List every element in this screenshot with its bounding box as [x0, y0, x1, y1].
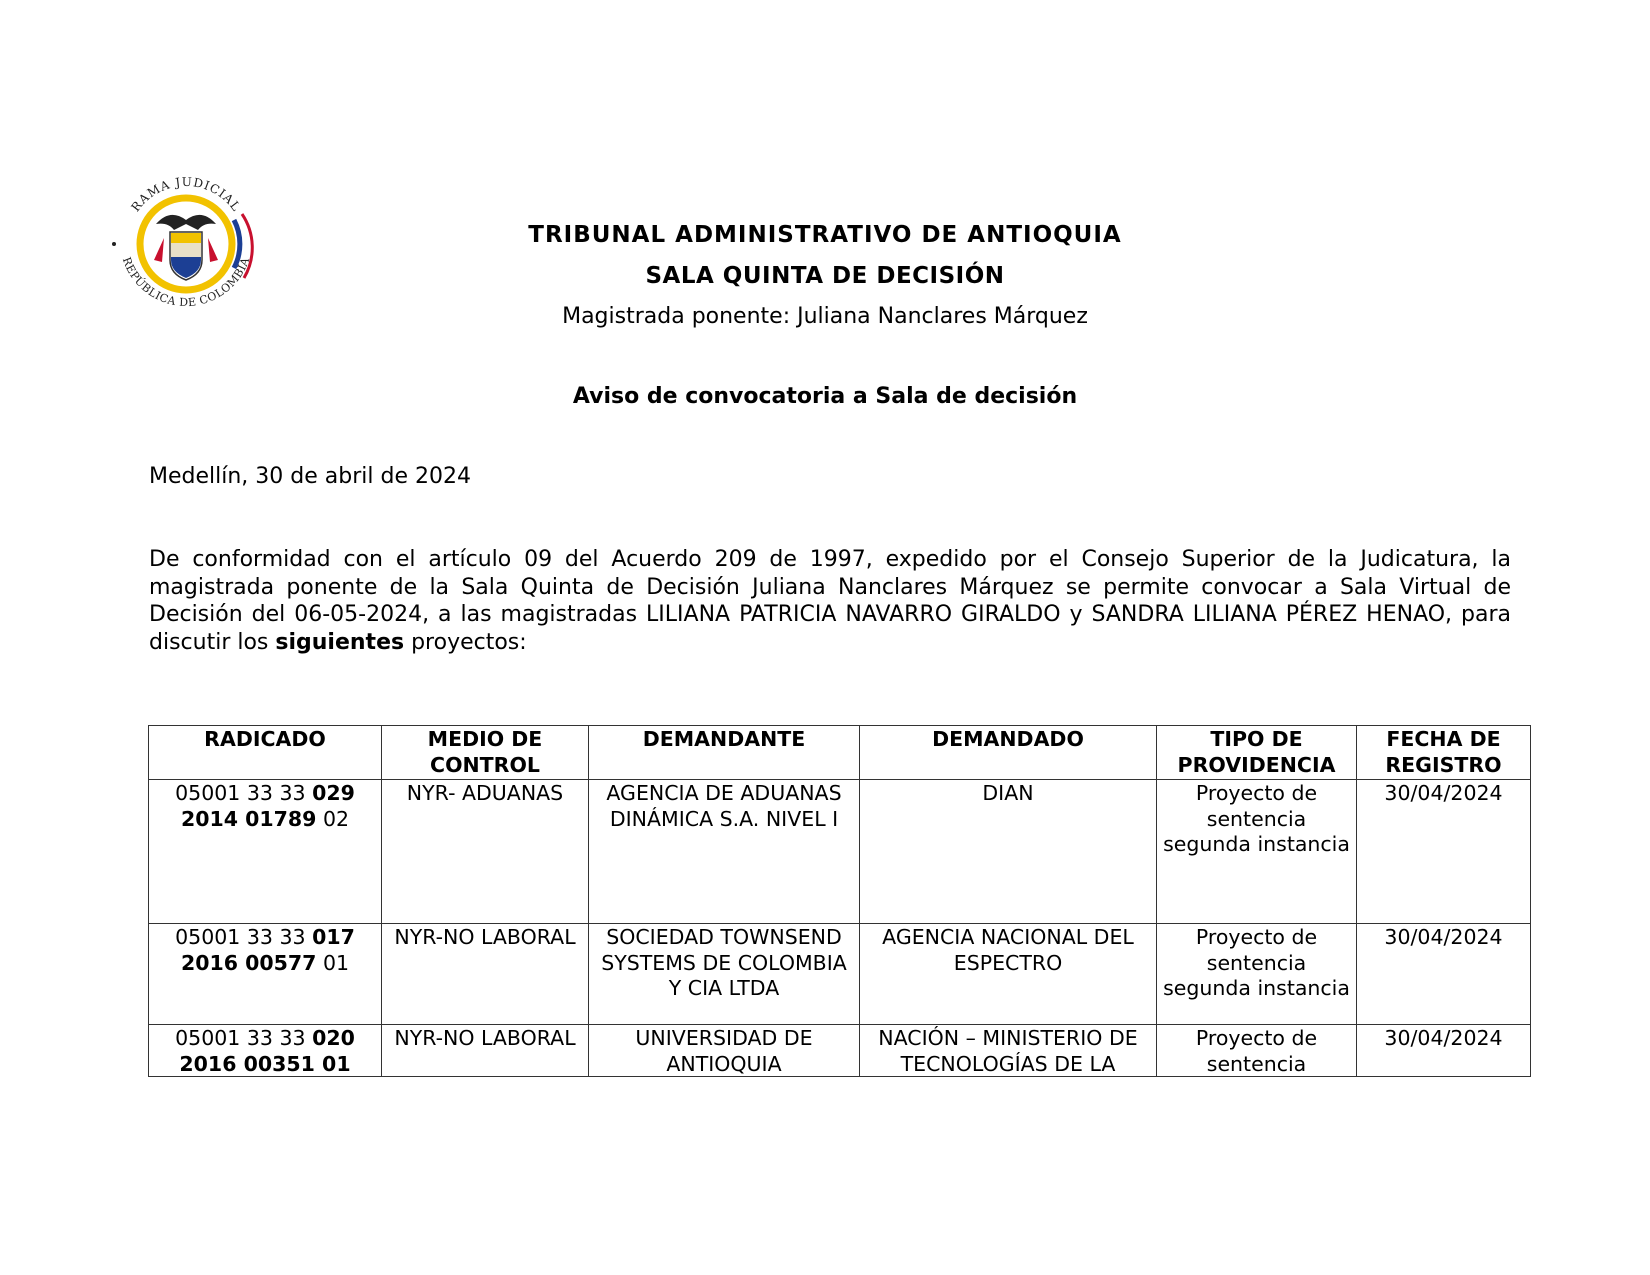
table-header-row: [149, 726, 1531, 780]
cell-fecha: 30/04/2024: [1357, 780, 1531, 924]
paragraph-text-start: De conformidad con el artículo 09 del Acuerdo 209 de 1997, expedido por el Consejo Superior de la Judicatura, la magistrada ponente de la Sala Quinta de Decisión Juliana Nanclares Márquez se permite convocar a Sala Virtual de Decisión del 06-05-2024, a las magistradas LILIANA PATRICIA NAVARRO GIRALDO y SANDRA LILIANA PÉREZ HENAO, para discutir los: [149, 547, 1511, 655]
condor-icon: [156, 215, 216, 230]
cell-demandante: SOCIEDAD TOWNSEND SYSTEMS DE COLOMBIA Y CIA LTDA: [589, 924, 860, 1025]
header-tipo-de-providencia: TIPO DE PROVIDENCIA: [1157, 726, 1357, 780]
cell-fecha-text: 30/04/2024: [1384, 1026, 1503, 1050]
cell-radicado: [149, 1025, 382, 1077]
paragraph-text-end: proyectos:: [404, 629, 527, 655]
shield-lower-field: [171, 257, 201, 278]
convocation-paragraph: [149, 546, 1511, 656]
cell-fecha: 30/04/2024: [1357, 924, 1531, 1025]
cell-demandado: [860, 1025, 1157, 1077]
cell-demandante: AGENCIA DE ADUANAS DINÁMICA S.A. NIVEL I: [589, 780, 860, 924]
cell-medio: NYR-NO LABORAL: [382, 924, 589, 1025]
flags-left-icon: [154, 238, 164, 262]
magistrada-ponente-line: Magistrada ponente: Juliana Nanclares Márquez: [562, 304, 1088, 329]
radicado-bold: 029 2014 01789: [180, 781, 355, 831]
header-fecha-de-registro: FECHA DE REGISTRO: [1357, 726, 1531, 780]
cell-tipo: Proyecto de sentencia segunda instancia: [1157, 924, 1357, 1025]
paragraph-bold-word: siguientes: [275, 629, 405, 655]
date-line: Medellín, 30 de abril de 2024: [149, 464, 471, 489]
header-demandante: DEMANDANTE: [589, 726, 860, 780]
cell-fecha: [1357, 1025, 1531, 1077]
header-radicado: RADICADO: [149, 726, 382, 780]
radicado-bold: 017 2016 00577: [180, 925, 355, 975]
header-medio-de-control: MEDIO DE CONTROL: [382, 726, 589, 780]
table-row: [149, 1025, 1531, 1077]
cell-demandado: DIAN: [860, 780, 1157, 924]
radicado-prefix: 05001 33 33: [175, 781, 313, 805]
cell-tipo: Proyecto de sentencia segunda instancia: [1157, 780, 1357, 924]
seal-bottom-text: REPÚBLICA DE COLOMBIA: [119, 255, 253, 310]
flags-right-icon: [208, 238, 218, 262]
notice-heading: Aviso de convocatoria a Sala de decisión: [572, 384, 1078, 409]
cell-medio: [382, 1025, 589, 1077]
cell-demandado: AGENCIA NACIONAL DEL ESPECTRO: [860, 924, 1157, 1025]
cell-radicado: [149, 924, 382, 1025]
projects-table: [148, 725, 1531, 1077]
cell-medio: NYR- ADUANAS: [382, 780, 589, 924]
sala-subtitle: SALA QUINTA DE DECISIÓN: [645, 263, 1005, 289]
table-row: [149, 780, 1531, 924]
cell-medio-text: NYR-NO LABORAL: [394, 1026, 576, 1050]
cell-demandado-text: NACIÓN – MINISTERIO DE TECNOLOGÍAS DE LA: [878, 1026, 1138, 1076]
cell-radicado: [149, 780, 382, 924]
radicado-prefix: 05001 33 33: [175, 925, 313, 949]
radicado-bold: 020 2016 00351 01: [179, 1026, 355, 1076]
shield-upper-field: [171, 233, 201, 243]
seal-dot-left: [112, 242, 116, 246]
shield-middle-field: [171, 243, 201, 257]
cell-tipo-text: Proyecto de sentencia: [1195, 1026, 1318, 1076]
cell-tipo: [1157, 1025, 1357, 1077]
radicado-prefix: 05001 33 33: [175, 1026, 313, 1050]
seal-top-text: RAMA JUDICIAL: [128, 174, 244, 215]
tribunal-title: TRIBUNAL ADMINISTRATIVO DE ANTIOQUIA: [528, 222, 1122, 248]
radicado-suffix: 02: [316, 806, 350, 831]
table-row: [149, 924, 1531, 1025]
radicado-suffix: 01: [316, 950, 350, 975]
cell-demandante-text: UNIVERSIDAD DE ANTIOQUIA: [635, 1026, 813, 1076]
cell-demandante: [589, 1025, 860, 1077]
header-demandado: DEMANDADO: [860, 726, 1157, 780]
